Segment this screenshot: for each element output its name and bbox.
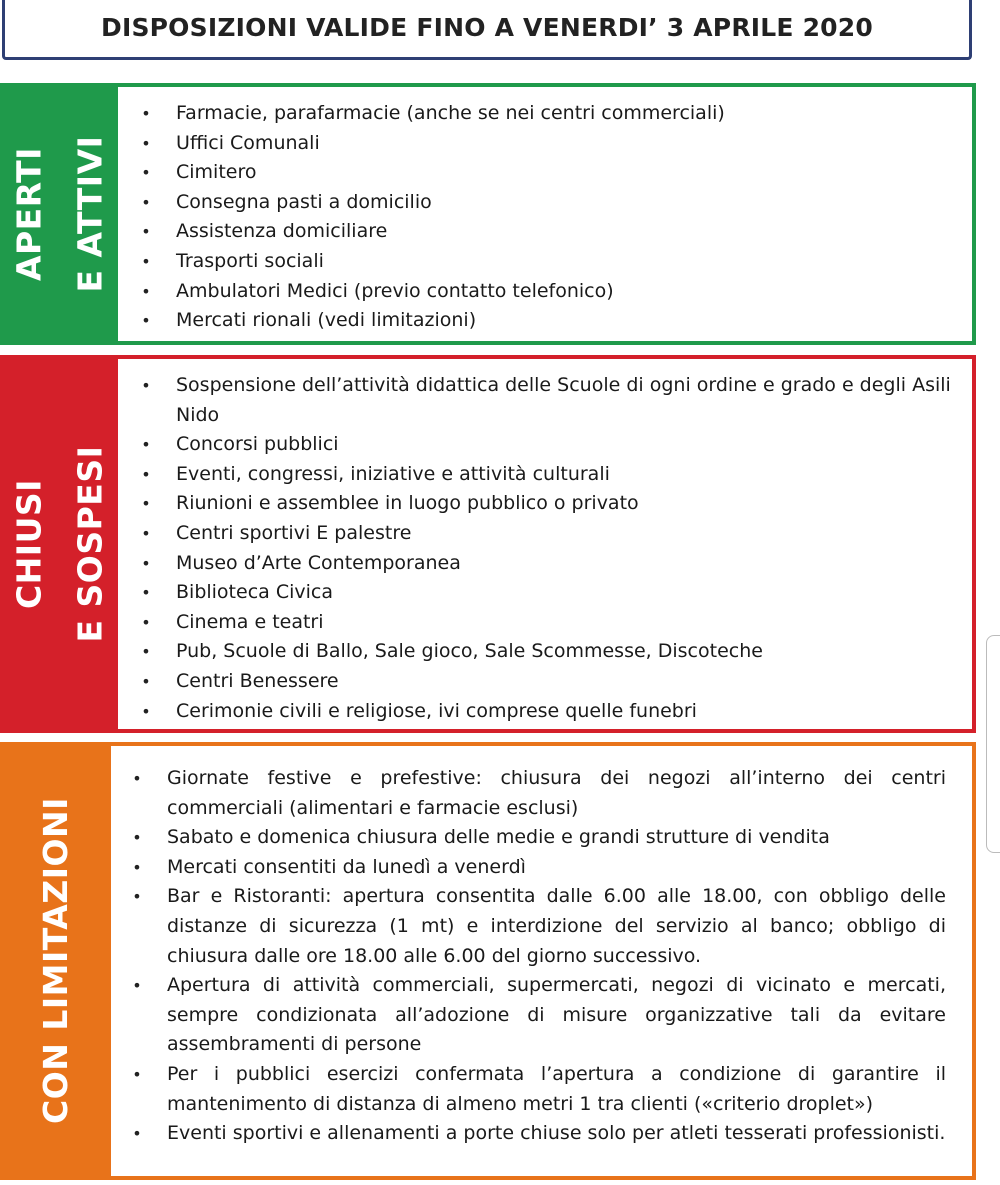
page-title: DISPOSIZIONI VALIDE FINO A VENERDI’ 3 APRILE 2020 [101, 13, 873, 42]
list-item: • Bar e Ristoranti: apertura consentita dalle 6.00 alle 18.00, con obbligo delle distanze di sicurezza (1 mt) e interdizione del servizio al banco; obbligo di chiusura dalle ore 18.00 alle 6.00 del giorno successivo. [132, 885, 946, 967]
list-item: • Eventi sportivi e allenamenti a porte chiuse solo per atleti tesserati professionisti. [132, 1122, 946, 1145]
list-item: • Pub, Scuole di Ballo, Sale gioco, Sale Scommesse, Discoteche [141, 640, 763, 663]
list-item: • Centri Benessere [141, 669, 339, 692]
list-box-chiusi [114, 355, 976, 733]
label-aperti-line1: APERTI [8, 147, 48, 282]
list-box-aperti [114, 83, 976, 345]
list-item: • Eventi, congressi, iniziative e attività culturali [141, 462, 610, 485]
label-limitazioni [0, 742, 110, 1180]
section-aperti [0, 83, 1000, 345]
list-item: • Assistenza domiciliare [141, 220, 388, 243]
list-item: • Per i pubblici esercizi confermata l’apertura a condizione di garantire il mantenimento di distanza di almeno metri 1 tra clienti («criterio droplet») [132, 1062, 946, 1115]
label-chiusi [0, 355, 118, 733]
list-item: • Uffici Comunali [141, 131, 320, 154]
list-item: • Centri sportivi E palestre [141, 521, 412, 544]
list-item: • Biblioteca Civica [141, 581, 333, 604]
list-item: • Farmacie, parafarmacie (anche se nei centri commerciali) [141, 102, 725, 124]
list-item: • Cimitero [141, 161, 257, 184]
list-item: • Concorsi pubblici [141, 433, 339, 456]
list-item: • Consegna pasti a domicilio [141, 190, 432, 213]
header-box [2, 0, 972, 60]
list-item: • Museo d’Arte Contemporanea [141, 551, 461, 574]
list-limitazioni [132, 764, 946, 1149]
list-box-limitazioni [107, 742, 976, 1180]
list-chiusi [141, 371, 952, 726]
list-item: • Cerimonie civili e religiose, ivi comprese quelle funebri [141, 699, 697, 722]
section-chiusi [0, 355, 1000, 733]
section-limitazioni [0, 742, 1000, 1180]
label-chiusi-line1: CHIUSI [8, 479, 48, 609]
side-panel-handle[interactable] [986, 635, 1000, 853]
label-aperti-line2: E ATTIVI [70, 135, 110, 293]
list-item: • Riunioni e assemblee in luogo pubblico o privato [141, 492, 639, 515]
list-item: • Apertura di attività commerciali, supermercati, negozi di vicinato e mercati, sempre condizionata all’adozione di misure organizzative tali da evitare assembramenti di persone [132, 974, 946, 1056]
list-item: • Ambulatori Medici (previo contatto telefonico) [141, 279, 614, 302]
label-aperti [0, 83, 118, 345]
list-item: • Mercati consentiti da lunedì a venerdì [132, 855, 526, 878]
label-chiusi-line2: E SOSPESI [70, 445, 109, 643]
label-limitazioni-line1: CON LIMITAZIONI [35, 797, 75, 1125]
list-item: • Mercati rionali (vedi limitazioni) [141, 309, 477, 332]
list-item: • Sabato e domenica chiusura delle medie e grandi strutture di vendita [132, 826, 830, 849]
list-aperti [141, 99, 952, 336]
list-item: • Trasporti sociali [141, 249, 324, 272]
list-item: • Sospensione dell’attività didattica delle Scuole di ogni ordine e grado e degli Asili Nido [141, 374, 951, 426]
list-item: • Cinema e teatri [141, 610, 324, 633]
list-item: • Giornate festive e prefestive: chiusura dei negozi all’interno dei centri commerciali (alimentari e farmacie esclusi) [132, 767, 946, 819]
